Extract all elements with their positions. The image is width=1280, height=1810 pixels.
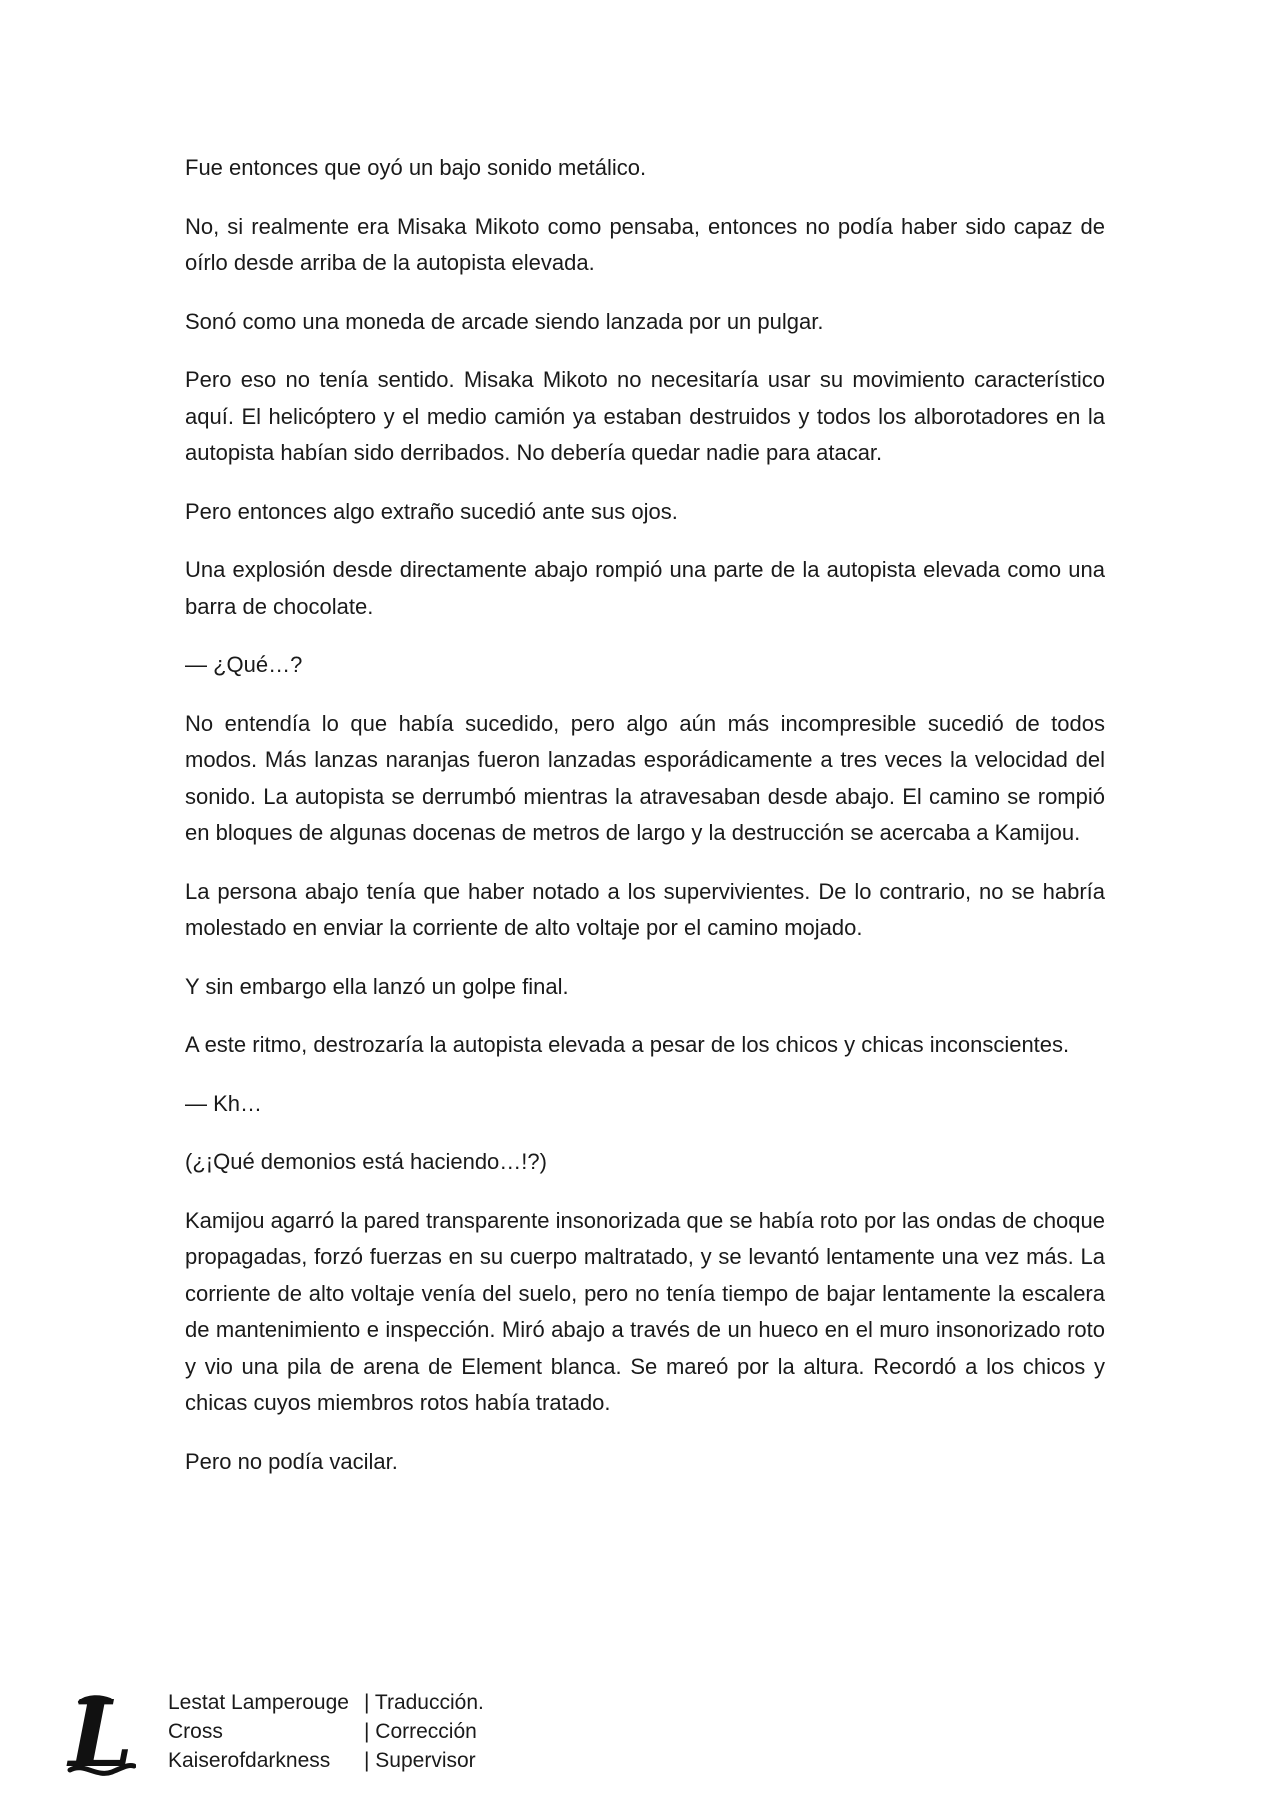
credit-name: Kaiserofdarkness bbox=[168, 1749, 331, 1772]
credits-list bbox=[168, 1688, 484, 1775]
dialogue-line: — ¿Qué…? bbox=[185, 652, 303, 677]
paragraph: Sonó como una moneda de arcade siendo lanzada por un pulgar. bbox=[185, 308, 824, 334]
paragraph: A este ritmo, destrozaría la autopista elevada a pesar de los chicos y chicas inconscientes. bbox=[185, 1032, 1070, 1057]
dialogue-line: — Kh… bbox=[185, 1090, 263, 1116]
body-text bbox=[185, 150, 1105, 1502]
credit-row bbox=[168, 1717, 484, 1746]
paragraph: Pero entonces algo extraño sucedió ante sus ojos. bbox=[185, 498, 678, 524]
credit-name: Lestat Lamperouge bbox=[168, 1691, 349, 1714]
credit-row bbox=[168, 1688, 484, 1717]
paragraph: No, si realmente era Misaka Mikoto como pensaba, entonces no podía haber sido capaz de oírlo desde arriba de la autopista elevada. bbox=[185, 213, 1105, 275]
credit-name: Cross bbox=[168, 1720, 223, 1743]
paragraph: Y sin embargo ella lanzó un golpe final. bbox=[185, 973, 569, 999]
credits-footer bbox=[66, 1688, 666, 1798]
paragraph: Pero no podía vacilar. bbox=[185, 1448, 398, 1474]
paragraph: La persona abajo tenía que haber notado a los supervivientes. De lo contrario, no se habría molestado en enviar la corriente de alto voltaje por el camino mojado. bbox=[185, 878, 1105, 940]
credit-role: | Supervisor bbox=[364, 1749, 476, 1772]
paragraph: Una explosión desde directamente abajo rompió una parte de la autopista elevada como una barra de chocolate. bbox=[185, 557, 1105, 619]
paragraph: Pero eso no tenía sentido. Misaka Mikoto no necesitaría usar su movimiento característico aquí. El helicóptero y el medio camión ya estaban destruidos y todos los alborotadores en la autopista habían sido derribados. No debería quedar nadie para atacar. bbox=[185, 367, 1105, 465]
paragraph: No entendía lo que había sucedido, pero algo aún más incompresible sucedió de todos modos. Más lanzas naranjas fueron lanzadas esporádicamente a tres veces la velocidad del sonido. La autopista se derrumbó mientras la atravesaban desde abajo. El camino se rompió en bloques de algunas docenas de metros de largo y la destrucción se acercaba a Kamijou. bbox=[185, 710, 1105, 845]
paragraph: Fue entonces que oyó un bajo sonido metálico. bbox=[185, 155, 647, 180]
paragraph: Kamijou agarró la pared transparente insonorizada que se había roto por las ondas de choque propagadas, forzó fuerzas en su cuerpo maltratado, y se levantó lentamente una vez más. La corriente de alto voltaje venía del suelo, pero no tenía tiempo de bajar lentamente la escalera de mantenimiento e inspección. Miró abajo a través de un hueco en el muro insonorizado roto y vio una pila de arena de Element blanca. Se mareó por la altura. Recordó a los chicos y chicas cuyos miembros rotos había tratado. bbox=[185, 1207, 1105, 1415]
credit-role: | Traducción. bbox=[364, 1691, 484, 1714]
credit-row bbox=[168, 1746, 484, 1775]
inner-thought-line: (¿¡Qué demonios está haciendo…!?) bbox=[185, 1149, 547, 1174]
gothic-letter-l-logo-icon bbox=[66, 1692, 136, 1780]
credit-role: | Corrección bbox=[364, 1720, 477, 1743]
svg-text:L: L bbox=[68, 1692, 134, 1780]
